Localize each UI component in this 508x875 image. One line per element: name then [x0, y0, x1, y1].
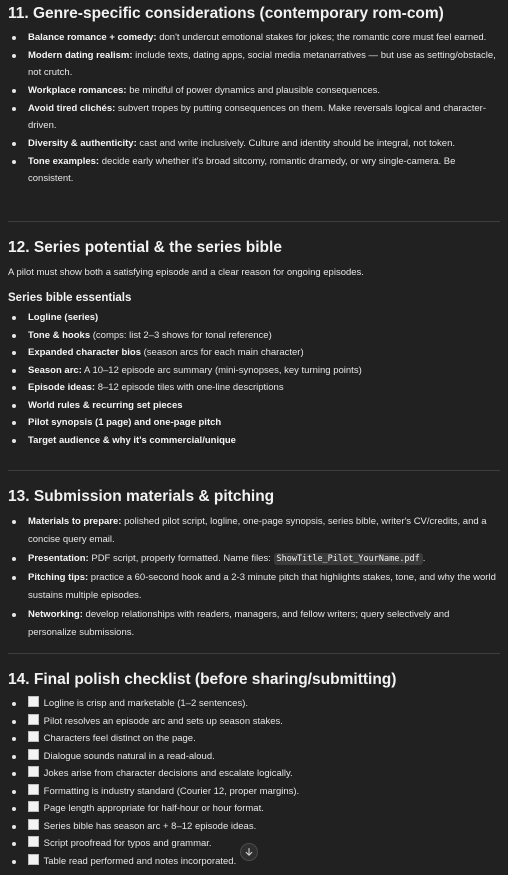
- section-series-bible: [8, 238, 500, 449]
- checklist-item: Series bible has season arc + 8–12 episode ideas.: [8, 818, 500, 836]
- section-heading: 13. Submission materials & pitching: [8, 488, 275, 505]
- list-item: Episode ideas: 8–12 episode tiles with one-line descriptions: [8, 379, 500, 397]
- checklist-item: Dialogue sounds natural in a read-aloud.: [8, 748, 500, 766]
- checklist-item: Formatting is industry standard (Courier 12, proper margins).: [8, 783, 500, 801]
- arrow-down-icon: [244, 847, 254, 857]
- list-item: Balance romance + comedy: don't undercut emotional stakes for jokes; the romantic core must feel earned.: [8, 29, 500, 46]
- section-divider: [8, 221, 500, 222]
- checkbox-icon: [28, 766, 39, 777]
- checkbox-icon: [28, 819, 39, 830]
- list-item: Networking: develop relationships with readers, managers, and fellow writers; query selectively and personalize submissions.: [8, 606, 500, 642]
- checkbox-icon: [28, 731, 39, 742]
- checkbox-icon: [28, 836, 39, 847]
- checkbox-icon: [28, 696, 39, 707]
- section-submission-materials: [8, 487, 500, 643]
- checklist-item: Jokes arise from character decisions and escalate logically.: [8, 765, 500, 783]
- subsection-heading: Series bible essentials: [8, 292, 132, 304]
- checklist-item: Page length appropriate for half-hour or hour format.: [8, 800, 500, 818]
- list-item: Pilot synopsis (1 page) and one-page pitch: [8, 414, 500, 432]
- checklist-item: Table read performed and notes incorporated.: [8, 853, 500, 871]
- section-divider: [8, 653, 500, 654]
- checkbox-icon: [28, 854, 39, 865]
- checklist-item: Characters feel distinct on the page.: [8, 730, 500, 748]
- list-item: Logline (series): [8, 309, 500, 327]
- checklist-item: Pilot resolves an episode arc and sets up season stakes.: [8, 713, 500, 731]
- list-item: Presentation: PDF script, properly formatted. Name files: ShowTitle_Pilot_YourName.pdf .: [8, 550, 500, 568]
- checklist-item: Script proofread for typos and grammar.: [8, 835, 500, 853]
- checklist-item: Logline is crisp and marketable (1–2 sentences).: [8, 695, 500, 713]
- bullet-list: [8, 513, 500, 642]
- list-item: Expanded character bios (season arcs for each main character): [8, 344, 500, 362]
- section-divider: [8, 470, 500, 471]
- filename-code: ShowTitle_Pilot_YourName.pdf: [274, 553, 423, 565]
- list-item: Workplace romances: be mindful of power dynamics and plausible consequences.: [8, 82, 500, 99]
- section-polish-checklist: [8, 670, 500, 870]
- section-genre-considerations: [8, 4, 500, 188]
- list-item: Target audience & why it's commercial/unique: [8, 432, 500, 450]
- section-heading: 14. Final polish checklist (before sharing/submitting): [8, 671, 397, 688]
- section-intro: A pilot must show both a satisfying episode and a clear reason for ongoing episodes.: [8, 267, 364, 278]
- checkbox-icon: [28, 749, 39, 760]
- checkbox-icon: [28, 784, 39, 795]
- list-item: Modern dating realism: include texts, dating apps, social media metanarratives — but use as setting/obstacle, not crutch.: [8, 47, 500, 82]
- list-item: Tone examples: decide early whether it's broad sitcomy, romantic dramedy, or wry single-camera. Be consistent.: [8, 153, 500, 188]
- checkbox-icon: [28, 714, 39, 725]
- list-item: Pitching tips: practice a 60-second hook and a 2-3 minute pitch that highlights stakes, tone, and why the world sustains multiple episodes.: [8, 569, 500, 605]
- section-heading: 12. Series potential & the series bible: [8, 239, 282, 256]
- list-item: Tone & hooks (comps: list 2–3 shows for tonal reference): [8, 327, 500, 345]
- list-item: World rules & recurring set pieces: [8, 397, 500, 415]
- bullet-list: [8, 29, 500, 187]
- list-item: Diversity & authenticity: cast and write inclusively. Culture and identity should be integral, not token.: [8, 135, 500, 152]
- list-item: Avoid tired clichés: subvert tropes by putting consequences on them. Make reversals logical and character-driven.: [8, 100, 500, 135]
- scroll-to-bottom-button[interactable]: [240, 843, 258, 861]
- section-heading: 11. Genre-specific considerations (contemporary rom-com): [8, 5, 444, 22]
- list-item: Season arc: A 10–12 episode arc summary (mini-synopses, key turning points): [8, 362, 500, 380]
- list-item: Materials to prepare: polished pilot script, logline, one-page synopsis, series bible, writer's CV/credits, and a concise query email.: [8, 513, 500, 549]
- bullet-list: [8, 309, 500, 449]
- checkbox-icon: [28, 801, 39, 812]
